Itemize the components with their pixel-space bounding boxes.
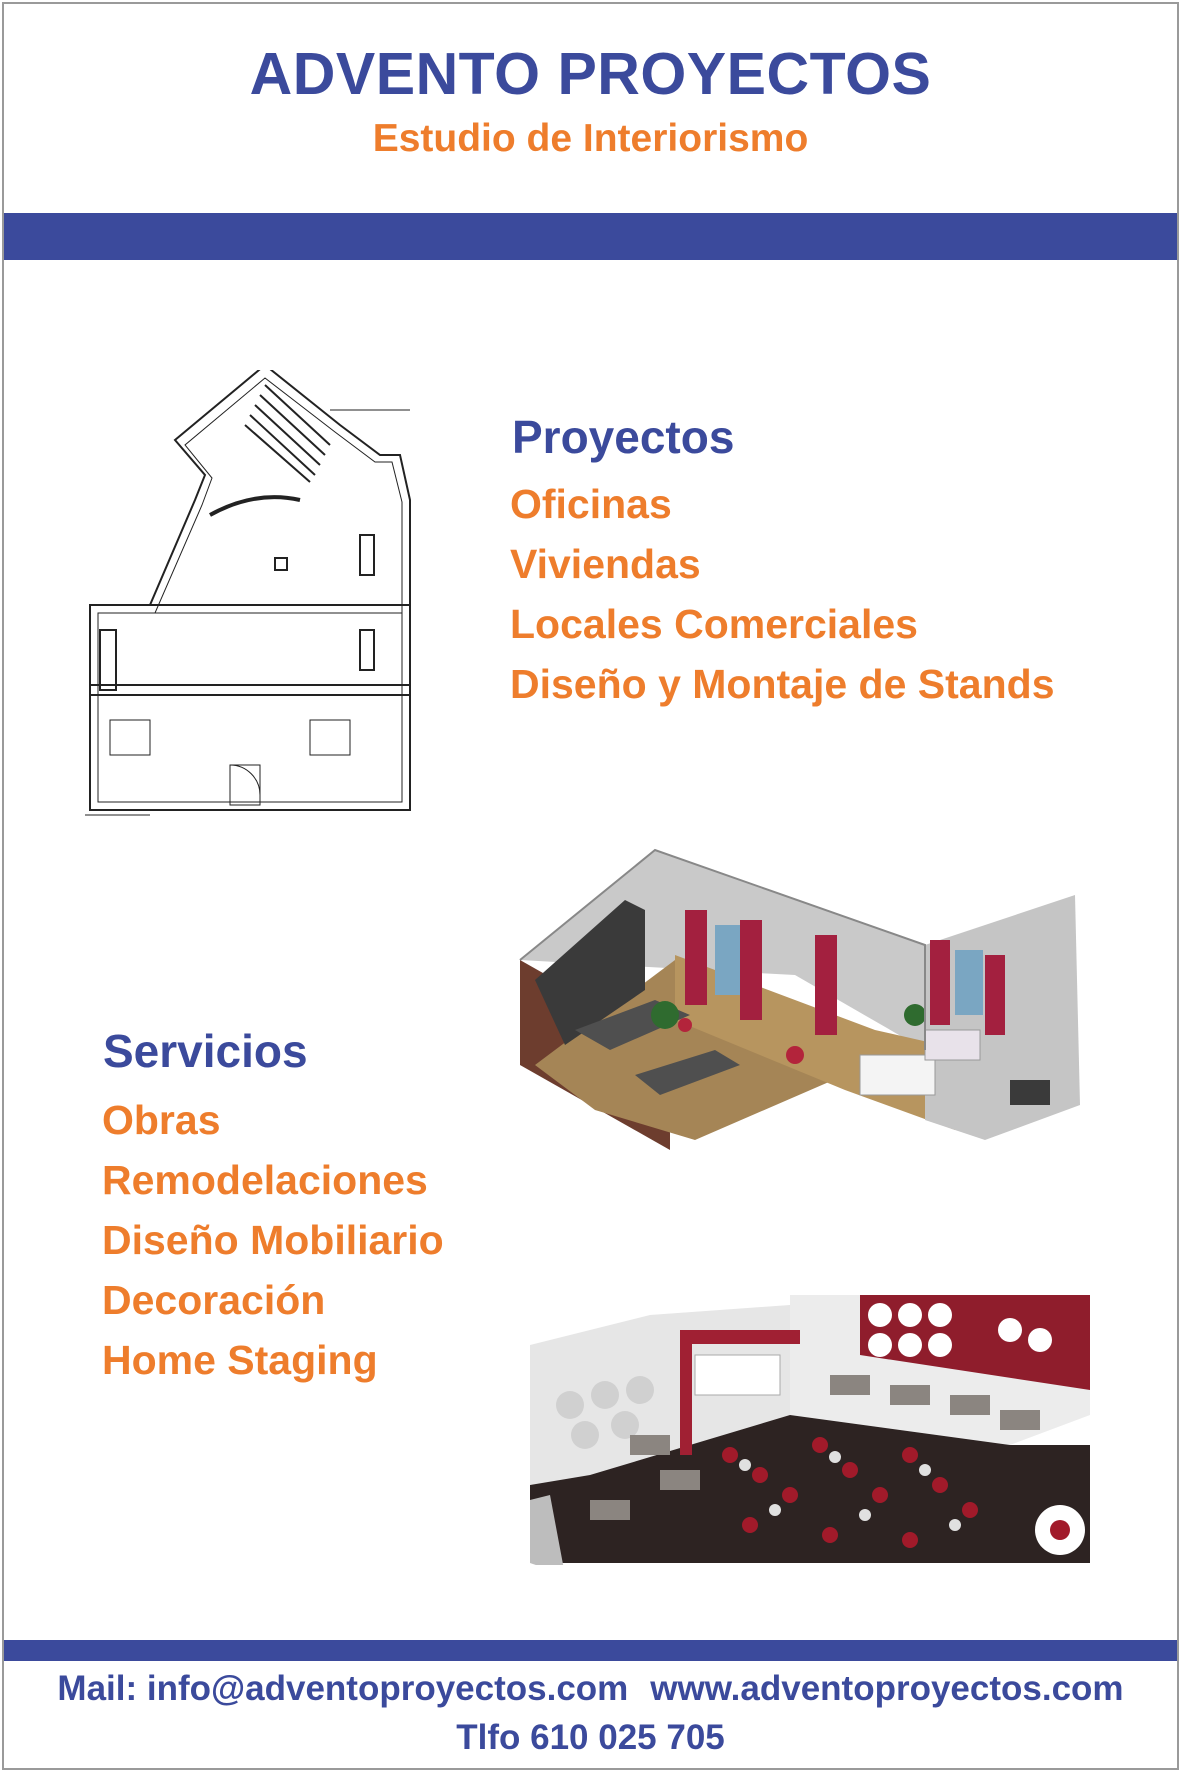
proyectos-heading: Proyectos	[512, 411, 735, 463]
floor-plan-drawing	[80, 370, 470, 820]
list-item: Decoración	[102, 1277, 326, 1323]
mail-text: Mail: info@adventoproyectos.com	[57, 1669, 629, 1708]
contact-line	[0, 1669, 1181, 1709]
brand-tagline: Estudio de Interiorismo	[372, 117, 809, 160]
servicios-heading: Servicios	[103, 1025, 308, 1077]
list-item: Oficinas	[510, 481, 672, 527]
list-item: Home Staging	[102, 1337, 378, 1383]
website-text: www.adventoproyectos.com	[650, 1669, 1124, 1708]
proyectos-list	[510, 474, 1055, 714]
servicios-list	[102, 1090, 444, 1390]
list-item: Locales Comerciales	[510, 601, 918, 647]
list-item: Viviendas	[510, 541, 701, 587]
list-item: Diseño y Montaje de Stands	[510, 661, 1055, 707]
living-room-render	[515, 840, 1085, 1185]
list-item: Obras	[102, 1097, 221, 1143]
bottom-divider-band	[4, 1640, 1177, 1661]
list-item: Remodelaciones	[102, 1157, 428, 1203]
list-item: Diseño Mobiliario	[102, 1217, 444, 1263]
phone-line: Tlfo 610 025 705	[456, 1718, 725, 1757]
restaurant-render	[530, 1295, 1105, 1565]
brand-title: ADVENTO PROYECTOS	[249, 41, 932, 107]
top-divider-band	[4, 213, 1177, 260]
